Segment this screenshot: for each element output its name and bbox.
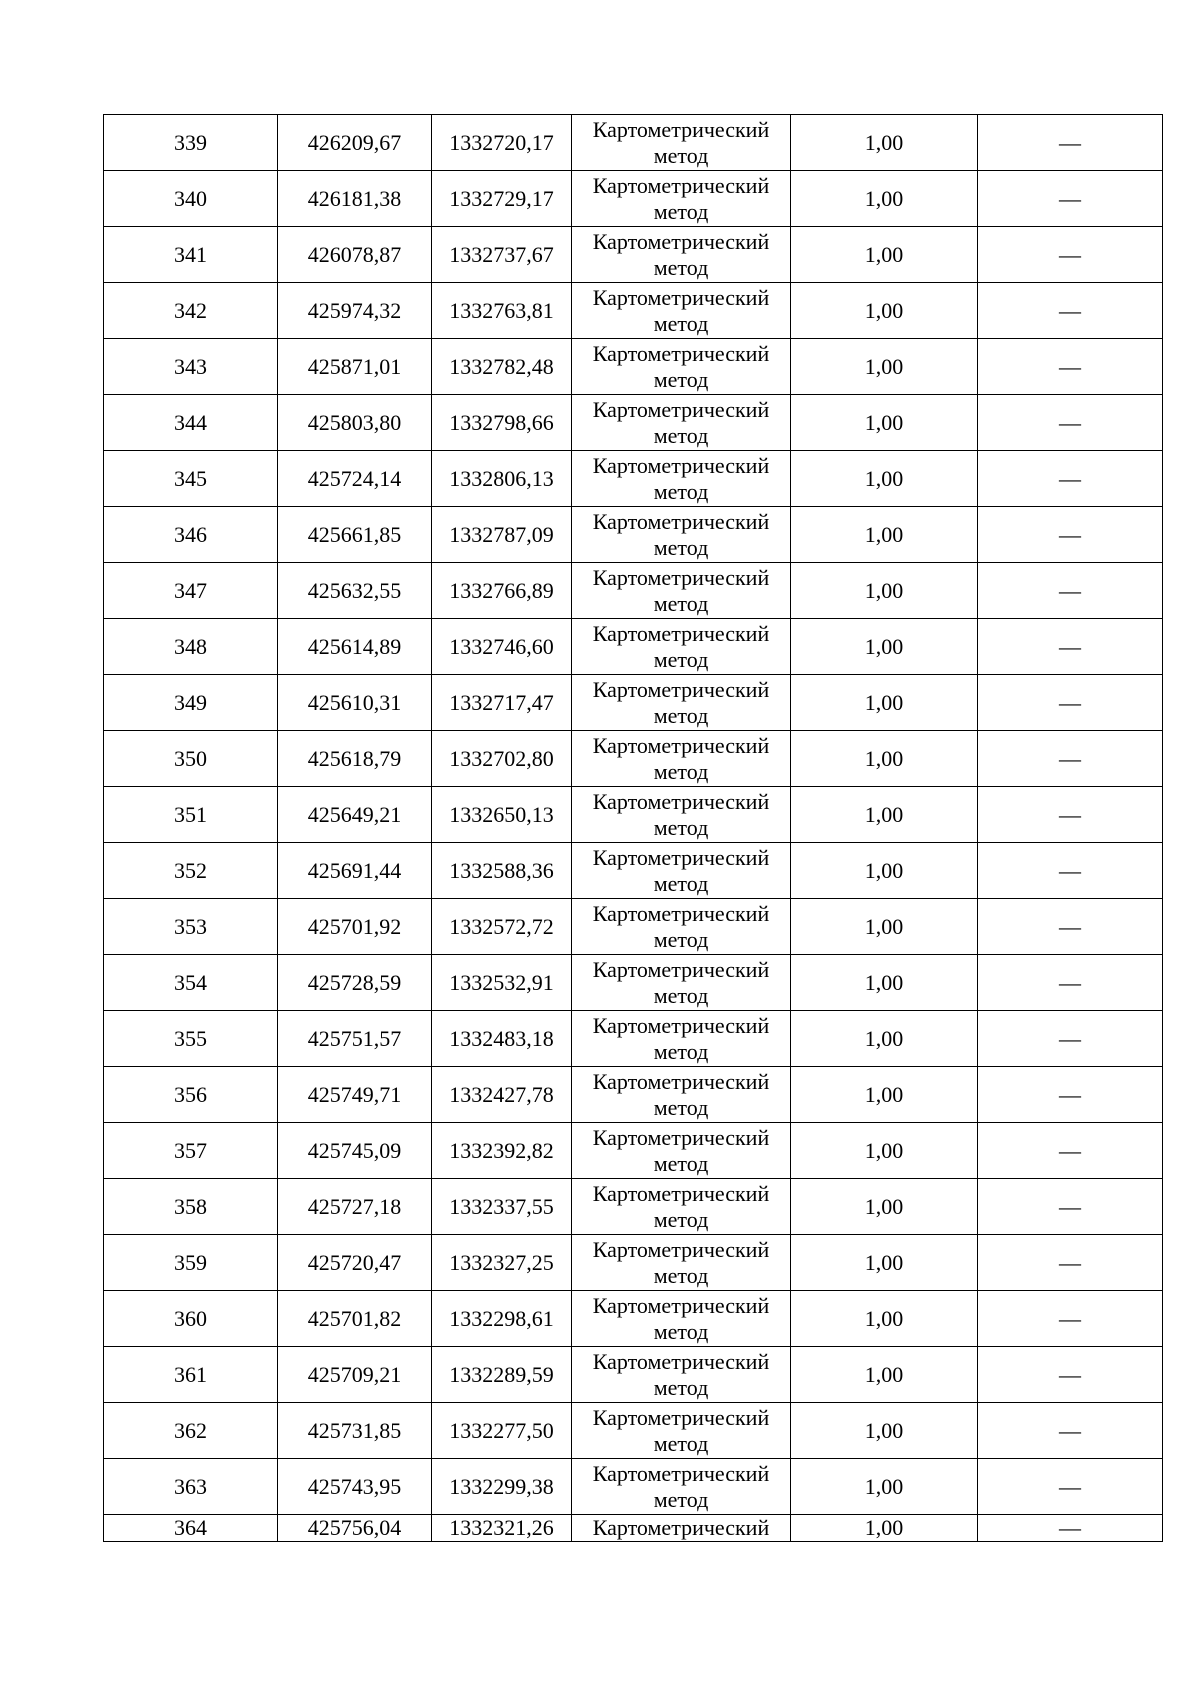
table-row xyxy=(104,115,1163,171)
point-number-cell: 362 xyxy=(104,1403,278,1459)
method-line: Картометрический xyxy=(592,788,770,814)
coord-x-cell: 425610,31 xyxy=(278,675,432,731)
table-row xyxy=(104,787,1163,843)
method-line: Картометрический xyxy=(592,1012,770,1038)
coord-y-cell: 1332588,36 xyxy=(432,843,572,899)
coord-x-cell: 425724,14 xyxy=(278,451,432,507)
method-line: метод xyxy=(653,534,709,560)
method-line: метод xyxy=(653,1486,709,1512)
method-cell xyxy=(572,1235,791,1291)
table-row xyxy=(104,1291,1163,1347)
coord-x-cell: 425649,21 xyxy=(278,787,432,843)
method-line: Картометрический xyxy=(592,732,770,758)
point-number-cell: 353 xyxy=(104,899,278,955)
table-row xyxy=(104,843,1163,899)
method-line: Картометрический xyxy=(592,396,770,422)
method-line: Картометрический xyxy=(592,1460,770,1486)
note-cell: — xyxy=(978,731,1163,787)
table-row xyxy=(104,451,1163,507)
coord-x-cell: 425661,85 xyxy=(278,507,432,563)
accuracy-cell: 1,00 xyxy=(791,563,978,619)
coord-x-cell: 425727,18 xyxy=(278,1179,432,1235)
coord-x-cell: 425743,95 xyxy=(278,1459,432,1515)
method-line: метод xyxy=(653,1430,709,1456)
table-row xyxy=(104,1515,1163,1542)
coord-x-cell: 425728,59 xyxy=(278,955,432,1011)
method-line: метод xyxy=(653,142,709,168)
method-line: Картометрический xyxy=(592,1404,770,1430)
method-cell xyxy=(572,787,791,843)
point-number-cell: 344 xyxy=(104,395,278,451)
note-cell: — xyxy=(978,115,1163,171)
method-line: метод xyxy=(653,758,709,784)
note-cell: — xyxy=(978,1291,1163,1347)
note-cell: — xyxy=(978,339,1163,395)
table-row xyxy=(104,899,1163,955)
point-number-cell: 352 xyxy=(104,843,278,899)
note-cell: — xyxy=(978,843,1163,899)
method-line: Картометрический xyxy=(592,956,770,982)
coord-x-cell: 425691,44 xyxy=(278,843,432,899)
method-line: Картометрический xyxy=(592,1068,770,1094)
coord-y-cell: 1332763,81 xyxy=(432,283,572,339)
method-line: Картометрический xyxy=(592,620,770,646)
accuracy-cell: 1,00 xyxy=(791,1515,978,1542)
accuracy-cell: 1,00 xyxy=(791,507,978,563)
point-number-cell: 358 xyxy=(104,1179,278,1235)
point-number-cell: 363 xyxy=(104,1459,278,1515)
method-cell xyxy=(572,563,791,619)
accuracy-cell: 1,00 xyxy=(791,619,978,675)
coord-x-cell: 425756,04 xyxy=(278,1515,432,1542)
method-cell xyxy=(572,1459,791,1515)
coord-y-cell: 1332572,72 xyxy=(432,899,572,955)
note-cell: — xyxy=(978,171,1163,227)
note-cell: — xyxy=(978,563,1163,619)
coord-y-cell: 1332702,80 xyxy=(432,731,572,787)
table-row xyxy=(104,955,1163,1011)
method-line: Картометрический xyxy=(592,900,770,926)
table-row xyxy=(104,1011,1163,1067)
method-line: Картометрический xyxy=(592,1348,770,1374)
table-row xyxy=(104,675,1163,731)
coord-x-cell: 425701,92 xyxy=(278,899,432,955)
method-cell xyxy=(572,955,791,1011)
point-number-cell: 361 xyxy=(104,1347,278,1403)
point-number-cell: 347 xyxy=(104,563,278,619)
method-cell xyxy=(572,1123,791,1179)
accuracy-cell: 1,00 xyxy=(791,675,978,731)
accuracy-cell: 1,00 xyxy=(791,283,978,339)
table-row xyxy=(104,1347,1163,1403)
method-cell xyxy=(572,731,791,787)
table-row xyxy=(104,1235,1163,1291)
coord-x-cell: 425731,85 xyxy=(278,1403,432,1459)
point-number-cell: 339 xyxy=(104,115,278,171)
method-line: метод xyxy=(653,1150,709,1176)
coord-x-cell: 425803,80 xyxy=(278,395,432,451)
accuracy-cell: 1,00 xyxy=(791,1459,978,1515)
point-number-cell: 354 xyxy=(104,955,278,1011)
accuracy-cell: 1,00 xyxy=(791,1291,978,1347)
coord-x-cell: 425871,01 xyxy=(278,339,432,395)
point-number-cell: 342 xyxy=(104,283,278,339)
point-number-cell: 340 xyxy=(104,171,278,227)
table-row xyxy=(104,731,1163,787)
coord-y-cell: 1332299,38 xyxy=(432,1459,572,1515)
accuracy-cell: 1,00 xyxy=(791,1235,978,1291)
method-line: метод xyxy=(653,310,709,336)
point-number-cell: 364 xyxy=(104,1515,278,1542)
method-line: метод xyxy=(653,478,709,504)
accuracy-cell: 1,00 xyxy=(791,1403,978,1459)
point-number-cell: 355 xyxy=(104,1011,278,1067)
method-cell xyxy=(572,1011,791,1067)
note-cell: — xyxy=(978,1011,1163,1067)
table-row xyxy=(104,1403,1163,1459)
point-number-cell: 341 xyxy=(104,227,278,283)
method-cell xyxy=(572,1515,791,1542)
coord-x-cell: 425632,55 xyxy=(278,563,432,619)
point-number-cell: 359 xyxy=(104,1235,278,1291)
coord-y-cell: 1332806,13 xyxy=(432,451,572,507)
coord-y-cell: 1332327,25 xyxy=(432,1235,572,1291)
coord-y-cell: 1332277,50 xyxy=(432,1403,572,1459)
method-line: Картометрический xyxy=(592,228,770,254)
method-line: Картометрический xyxy=(592,1124,770,1150)
coord-y-cell: 1332483,18 xyxy=(432,1011,572,1067)
method-cell xyxy=(572,115,791,171)
accuracy-cell: 1,00 xyxy=(791,171,978,227)
coord-x-cell: 426181,38 xyxy=(278,171,432,227)
note-cell: — xyxy=(978,675,1163,731)
note-cell: — xyxy=(978,1459,1163,1515)
accuracy-cell: 1,00 xyxy=(791,227,978,283)
note-cell: — xyxy=(978,1067,1163,1123)
method-cell xyxy=(572,1403,791,1459)
coord-y-cell: 1332289,59 xyxy=(432,1347,572,1403)
method-cell xyxy=(572,619,791,675)
coord-y-cell: 1332427,78 xyxy=(432,1067,572,1123)
accuracy-cell: 1,00 xyxy=(791,1067,978,1123)
accuracy-cell: 1,00 xyxy=(791,731,978,787)
method-line: метод xyxy=(653,1038,709,1064)
note-cell: — xyxy=(978,507,1163,563)
method-line: метод xyxy=(653,254,709,280)
table-row xyxy=(104,1179,1163,1235)
coord-y-cell: 1332798,66 xyxy=(432,395,572,451)
table-row xyxy=(104,507,1163,563)
accuracy-cell: 1,00 xyxy=(791,115,978,171)
method-cell xyxy=(572,899,791,955)
table-row xyxy=(104,619,1163,675)
note-cell: — xyxy=(978,1347,1163,1403)
coord-x-cell: 425701,82 xyxy=(278,1291,432,1347)
point-number-cell: 346 xyxy=(104,507,278,563)
method-line: Картометрический xyxy=(592,844,770,870)
note-cell: — xyxy=(978,899,1163,955)
coordinates-table xyxy=(103,114,1163,1542)
accuracy-cell: 1,00 xyxy=(791,395,978,451)
note-cell: — xyxy=(978,787,1163,843)
method-line: метод xyxy=(653,814,709,840)
method-line: метод xyxy=(653,198,709,224)
coord-y-cell: 1332717,47 xyxy=(432,675,572,731)
table-body xyxy=(104,115,1163,1542)
table-row xyxy=(104,563,1163,619)
note-cell: — xyxy=(978,955,1163,1011)
point-number-cell: 357 xyxy=(104,1123,278,1179)
coord-y-cell: 1332787,09 xyxy=(432,507,572,563)
method-cell xyxy=(572,1179,791,1235)
method-line: метод xyxy=(653,366,709,392)
point-number-cell: 348 xyxy=(104,619,278,675)
coord-y-cell: 1332532,91 xyxy=(432,955,572,1011)
accuracy-cell: 1,00 xyxy=(791,451,978,507)
method-line: метод xyxy=(653,1262,709,1288)
accuracy-cell: 1,00 xyxy=(791,1179,978,1235)
coord-x-cell: 425751,57 xyxy=(278,1011,432,1067)
table-row xyxy=(104,1067,1163,1123)
coord-x-cell: 425745,09 xyxy=(278,1123,432,1179)
method-cell xyxy=(572,1067,791,1123)
point-number-cell: 360 xyxy=(104,1291,278,1347)
note-cell: — xyxy=(978,1179,1163,1235)
method-cell xyxy=(572,283,791,339)
coord-x-cell: 425614,89 xyxy=(278,619,432,675)
note-cell: — xyxy=(978,1403,1163,1459)
note-cell: — xyxy=(978,451,1163,507)
accuracy-cell: 1,00 xyxy=(791,1123,978,1179)
method-line: метод xyxy=(653,1318,709,1344)
coord-x-cell: 425618,79 xyxy=(278,731,432,787)
table-row xyxy=(104,227,1163,283)
method-line: Картометрический xyxy=(592,676,770,702)
method-line: метод xyxy=(653,702,709,728)
method-line: метод xyxy=(653,1374,709,1400)
table-row xyxy=(104,171,1163,227)
method-cell xyxy=(572,451,791,507)
coord-y-cell: 1332746,60 xyxy=(432,619,572,675)
method-line: Картометрический xyxy=(592,1236,770,1262)
note-cell: — xyxy=(978,619,1163,675)
coord-x-cell: 425709,21 xyxy=(278,1347,432,1403)
method-line: Картометрический xyxy=(592,116,770,142)
note-cell: — xyxy=(978,283,1163,339)
table-row xyxy=(104,339,1163,395)
coord-y-cell: 1332766,89 xyxy=(432,563,572,619)
table-row xyxy=(104,1459,1163,1515)
method-cell xyxy=(572,843,791,899)
method-cell xyxy=(572,1347,791,1403)
note-cell: — xyxy=(978,1235,1163,1291)
note-cell: — xyxy=(978,1515,1163,1542)
method-cell xyxy=(572,1291,791,1347)
method-line: Картометрический xyxy=(592,1515,770,1540)
method-line: Картометрический xyxy=(592,1180,770,1206)
method-line: Картометрический xyxy=(592,508,770,534)
method-cell xyxy=(572,227,791,283)
method-cell xyxy=(572,507,791,563)
coord-y-cell: 1332321,26 xyxy=(432,1515,572,1542)
coord-y-cell: 1332720,17 xyxy=(432,115,572,171)
coord-y-cell: 1332337,55 xyxy=(432,1179,572,1235)
table-row xyxy=(104,395,1163,451)
method-line: метод xyxy=(653,1206,709,1232)
point-number-cell: 356 xyxy=(104,1067,278,1123)
method-line: метод xyxy=(653,926,709,952)
coord-x-cell: 425749,71 xyxy=(278,1067,432,1123)
method-line: метод xyxy=(653,646,709,672)
method-line: Картометрический xyxy=(592,340,770,366)
accuracy-cell: 1,00 xyxy=(791,787,978,843)
method-cell xyxy=(572,675,791,731)
method-line: Картометрический xyxy=(592,284,770,310)
coord-y-cell: 1332729,17 xyxy=(432,171,572,227)
accuracy-cell: 1,00 xyxy=(791,843,978,899)
coord-x-cell: 425720,47 xyxy=(278,1235,432,1291)
accuracy-cell: 1,00 xyxy=(791,955,978,1011)
note-cell: — xyxy=(978,227,1163,283)
coord-x-cell: 426078,87 xyxy=(278,227,432,283)
point-number-cell: 345 xyxy=(104,451,278,507)
method-line: метод xyxy=(653,422,709,448)
coord-x-cell: 425974,32 xyxy=(278,283,432,339)
point-number-cell: 351 xyxy=(104,787,278,843)
point-number-cell: 350 xyxy=(104,731,278,787)
point-number-cell: 343 xyxy=(104,339,278,395)
note-cell: — xyxy=(978,1123,1163,1179)
accuracy-cell: 1,00 xyxy=(791,1011,978,1067)
method-line: метод xyxy=(653,590,709,616)
method-line: Картометрический xyxy=(592,172,770,198)
coord-y-cell: 1332650,13 xyxy=(432,787,572,843)
accuracy-cell: 1,00 xyxy=(791,899,978,955)
method-line: Картометрический xyxy=(592,452,770,478)
method-line: метод xyxy=(653,982,709,1008)
note-cell: — xyxy=(978,395,1163,451)
method-line: Картометрический xyxy=(592,564,770,590)
method-line: Картометрический xyxy=(592,1292,770,1318)
table-row xyxy=(104,283,1163,339)
method-line: метод xyxy=(653,1094,709,1120)
method-cell xyxy=(572,171,791,227)
coord-y-cell: 1332737,67 xyxy=(432,227,572,283)
accuracy-cell: 1,00 xyxy=(791,1347,978,1403)
accuracy-cell: 1,00 xyxy=(791,339,978,395)
table-row xyxy=(104,1123,1163,1179)
coord-y-cell: 1332298,61 xyxy=(432,1291,572,1347)
method-cell xyxy=(572,339,791,395)
coord-x-cell: 426209,67 xyxy=(278,115,432,171)
point-number-cell: 349 xyxy=(104,675,278,731)
coord-y-cell: 1332782,48 xyxy=(432,339,572,395)
method-line: метод xyxy=(653,870,709,896)
method-cell xyxy=(572,395,791,451)
coord-y-cell: 1332392,82 xyxy=(432,1123,572,1179)
